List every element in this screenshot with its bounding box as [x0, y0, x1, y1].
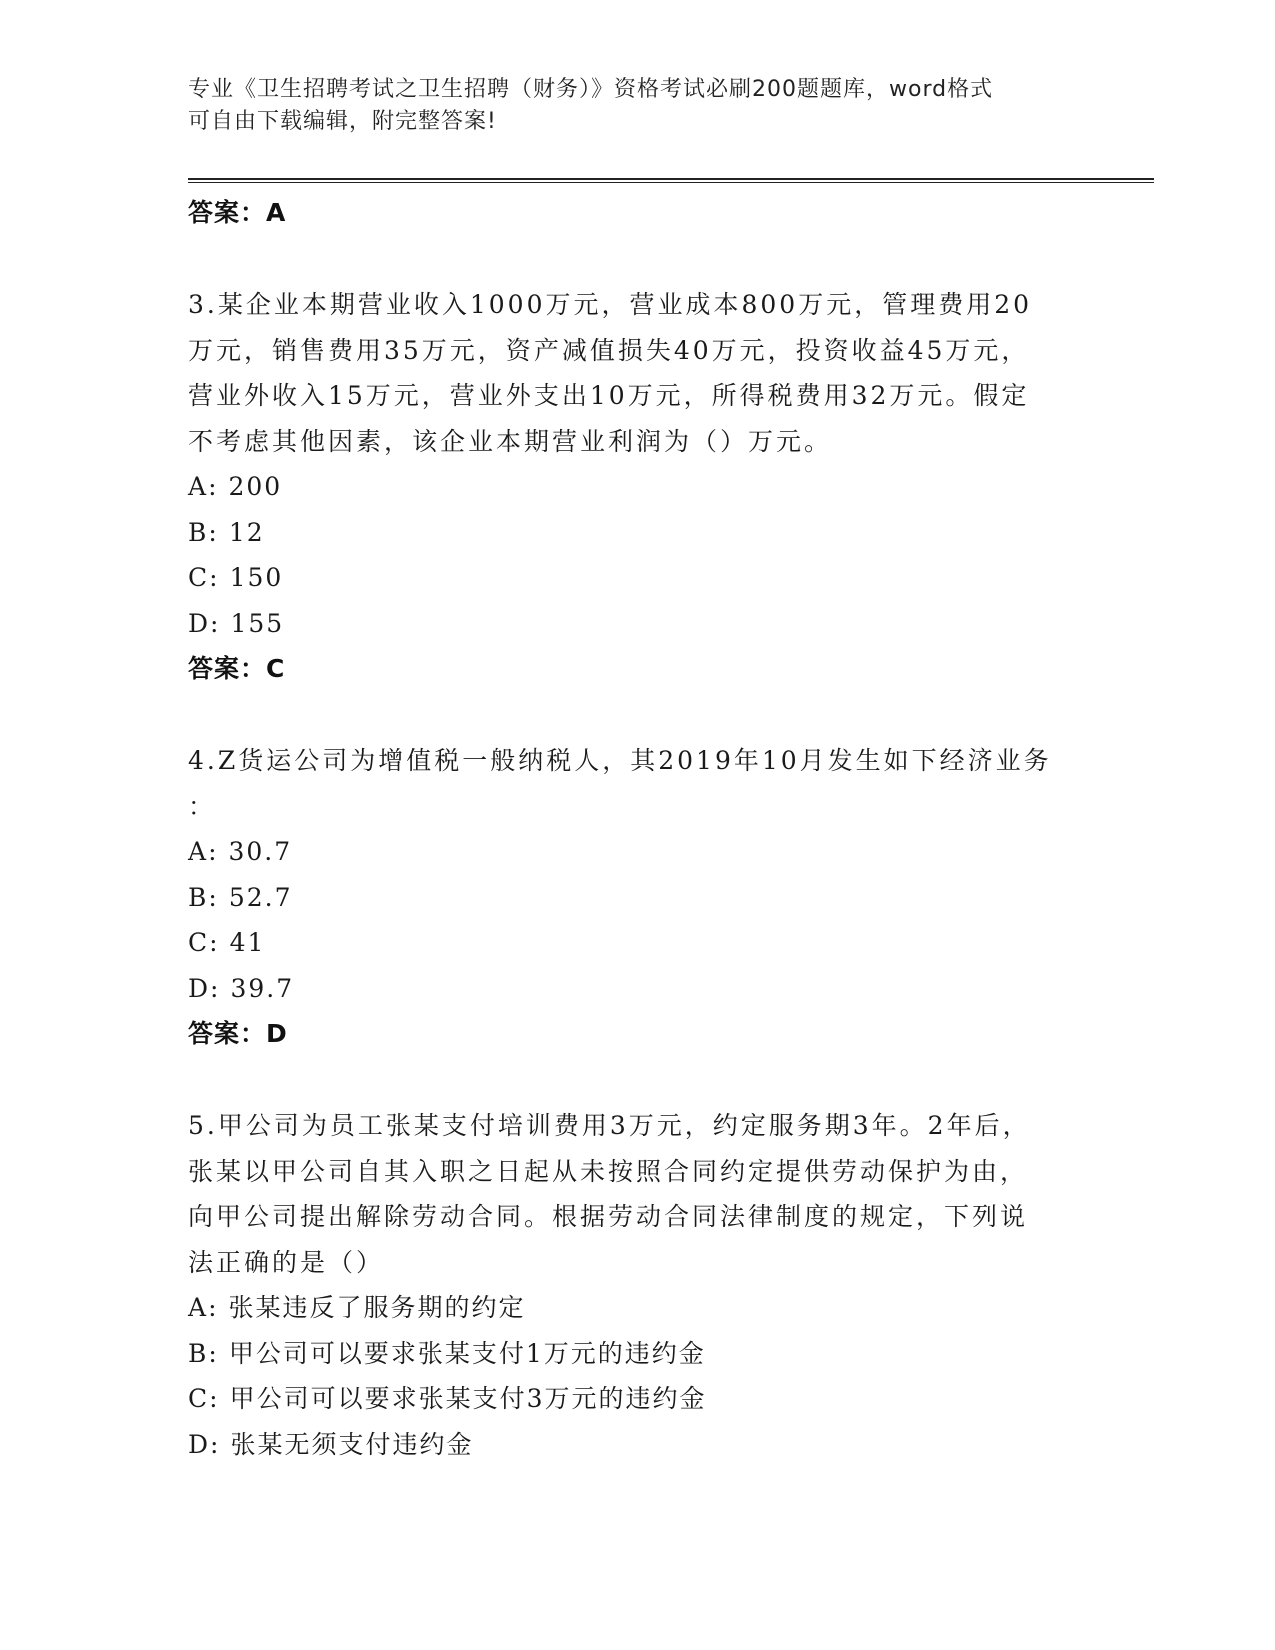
option-separator: :	[210, 608, 221, 638]
option-letter: A	[188, 837, 209, 866]
option-letter: D	[188, 973, 211, 1003]
option-b	[188, 510, 1088, 556]
option-separator: :	[210, 973, 221, 1003]
answer-line	[188, 190, 1088, 236]
question-gap	[188, 1057, 1088, 1103]
page-header	[188, 74, 1088, 138]
option-text: 12	[228, 517, 265, 547]
question-5	[188, 1103, 1088, 1467]
option-letter: B	[188, 517, 209, 547]
option-letter: B	[188, 1338, 209, 1368]
answer-value: C	[266, 654, 286, 683]
option-text: 张某违反了服务期的约定	[228, 1293, 526, 1322]
option-text: 39.7	[230, 973, 295, 1003]
answer-line	[188, 1011, 1088, 1057]
option-b	[188, 1331, 1088, 1377]
answer-value: A	[266, 198, 287, 227]
option-d	[188, 1422, 1088, 1468]
option-text: 30.7	[228, 837, 293, 866]
question-gap	[188, 236, 1088, 282]
option-letter: C	[188, 1384, 210, 1413]
header-line-1: 专业《卫生招聘考试之卫生招聘（财务）》资格考试必刷200题题库，word格式	[188, 77, 994, 102]
option-letter: D	[188, 608, 211, 638]
question-3	[188, 282, 1088, 692]
option-text: 41	[229, 928, 266, 957]
option-text: 155	[230, 608, 285, 638]
answer-value: D	[266, 1019, 288, 1048]
option-a	[188, 1285, 1088, 1331]
option-separator: :	[209, 1384, 220, 1413]
option-letter: D	[188, 1429, 211, 1459]
option-separator: :	[209, 563, 220, 592]
option-c	[188, 1376, 1088, 1422]
question-stem: 3.某企业本期营业收入1000万元，营业成本800万元，管理费用20 万元，销售费用35万元，资产减值损失40万元，投资收益45万元， 营业外收入15万元，营业外支出10万元，所得税费用32万元。假定 不考虑其他因素，该企业本期营业利润为（）万元。	[188, 290, 1033, 456]
option-separator: :	[208, 1338, 219, 1368]
option-letter: C	[188, 928, 210, 957]
question-stem: 4.Z货运公司为增值税一般纳税人，其2019年10月发生如下经济业务 ：	[188, 746, 1052, 821]
option-c	[188, 555, 1088, 601]
option-separator: :	[210, 1429, 221, 1459]
question-stem: 5.甲公司为员工张某支付培训费用3万元，约定服务期3年。2年后， 张某以甲公司自其入职之日起从未按照合同约定提供劳动保护为由， 向甲公司提出解除劳动合同。根据劳动合同法律制度的规定，下列说 法正确的是（）	[188, 1111, 1031, 1277]
question-list	[188, 190, 1088, 1467]
option-letter: A	[188, 1293, 209, 1322]
option-letter: B	[188, 882, 209, 912]
option-text: 张某无须支付违约金	[230, 1429, 474, 1459]
answer-label: 答案：	[188, 1019, 267, 1048]
option-d	[188, 966, 1088, 1012]
option-text: 52.7	[228, 882, 293, 912]
option-letter: A	[188, 472, 209, 501]
option-text: 甲公司可以要求张某支付1万元的违约金	[228, 1338, 706, 1368]
question-4	[188, 738, 1088, 1057]
option-b	[188, 875, 1088, 921]
question-gap	[188, 692, 1088, 738]
option-separator: :	[208, 882, 219, 912]
option-separator: :	[208, 837, 219, 866]
option-separator: :	[208, 1293, 219, 1322]
option-separator: :	[209, 928, 220, 957]
answer-label: 答案：	[188, 654, 267, 683]
option-text: 甲公司可以要求张某支付3万元的违约金	[229, 1384, 707, 1413]
option-a	[188, 464, 1088, 510]
option-separator: :	[208, 472, 219, 501]
header-line-2: 可自由下载编辑，附完整答案!	[188, 109, 497, 134]
option-separator: :	[208, 517, 219, 547]
option-c	[188, 920, 1088, 966]
option-d	[188, 601, 1088, 647]
option-text: 150	[229, 563, 284, 592]
answer-line	[188, 646, 1088, 692]
option-letter: C	[188, 563, 210, 592]
option-text: 200	[228, 472, 283, 501]
option-a	[188, 829, 1088, 875]
header-divider	[188, 178, 1154, 183]
answer-label: 答案：	[188, 198, 267, 227]
